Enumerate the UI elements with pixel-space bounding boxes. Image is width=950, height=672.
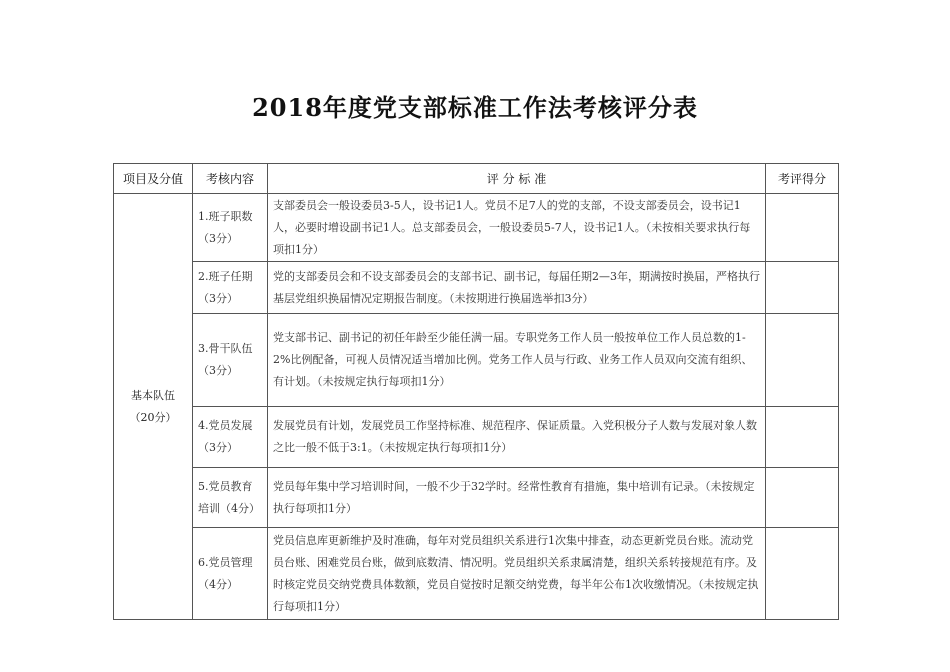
table-row [114, 528, 839, 620]
item-points: （4分） [198, 577, 238, 591]
item-points: （3分） [198, 441, 238, 454]
item-cell [193, 262, 268, 314]
standard-cell: 党的支部委员会和不设支部委员会的支部书记、副书记，每届任期2—3年，期满按时换届，严格执行基层党组织换届情况定期报告制度。（未按期进行换届选举扣3分） [268, 262, 766, 314]
item-name: 4.党员发展 [198, 419, 253, 432]
score-input-cell[interactable] [766, 407, 839, 468]
header-standard: 评 分 标 准 [268, 164, 766, 194]
standard-cell: 党员每年集中学习培训时间，一般不少于32学时。经常性教育有措施，集中培训有记录。（未按规定执行每项扣1分） [268, 468, 766, 528]
item-points: （3分） [198, 231, 238, 245]
table-row [114, 468, 839, 528]
item-cell [193, 194, 268, 262]
standard-cell: 党员信息库更新维护及时准确，每年对党员组织关系进行1次集中排查，动态更新党员台账。流动党员台账、困难党员台账，做到底数清、情况明。党员组织关系隶属清楚，组织关系转接规范有序。及时核定党员交纳党费具体数额，党员自觉按时足额交纳党费，每半年公布1次收缴情况。（未按规定执行每项扣1分） [268, 528, 766, 620]
standard-cell: 发展党员有计划，发展党员工作坚持标准、规范程序、保证质量。入党积极分子人数与发展对象人数之比一般不低于3:1。（未按规定执行每项扣1分） [268, 407, 766, 468]
score-input-cell[interactable] [766, 528, 839, 620]
item-cell [193, 314, 268, 407]
table-row [114, 314, 839, 407]
table-row [114, 407, 839, 468]
table-row [114, 262, 839, 314]
category-points: （20分） [129, 410, 177, 424]
header-content: 考核内容 [193, 164, 268, 194]
category-name: 基本队伍 [131, 388, 175, 402]
category-cell [114, 194, 193, 620]
table-row [114, 194, 839, 262]
header-score: 考评得分 [766, 164, 839, 194]
item-name: 5.党员教育培训 [198, 479, 253, 515]
standard-cell: 支部委员会一般设委员3-5人，设书记1人。党员不足7人的党的支部，不设支部委员会，设书记1人，必要时增设副书记1人。总支部委员会，一般设委员5-7人，设书记1人。（未按相关要求执行每项扣1分） [268, 194, 766, 262]
item-points: （3分） [198, 291, 238, 305]
item-cell [193, 468, 268, 528]
item-name: 2.班子任期 [198, 269, 253, 283]
item-name: 3.骨干队伍 [198, 342, 253, 355]
score-input-cell[interactable] [766, 194, 839, 262]
score-input-cell[interactable] [766, 262, 839, 314]
standard-cell: 党支部书记、副书记的初任年龄至少能任满一届。专职党务工作人员一般按单位工作人员总数的1-2%比例配备，可视人员情况适当增加比例。党务工作人员与行政、业务工作人员双向交流有组织、有计划。（未按规定执行每项扣1分） [268, 314, 766, 407]
page-title: 2018年度党支部标准工作法考核评分表 [252, 93, 698, 122]
item-points: （4分） [220, 501, 260, 515]
table-header-row [114, 164, 839, 194]
score-input-cell[interactable] [766, 314, 839, 407]
item-cell [193, 407, 268, 468]
score-table [113, 163, 839, 620]
item-points: （3分） [198, 364, 238, 377]
header-project: 项目及分值 [114, 164, 193, 194]
item-cell [193, 528, 268, 620]
item-name: 1.班子职数 [198, 209, 253, 223]
score-input-cell[interactable] [766, 468, 839, 528]
item-name: 6.党员管理 [198, 555, 253, 569]
